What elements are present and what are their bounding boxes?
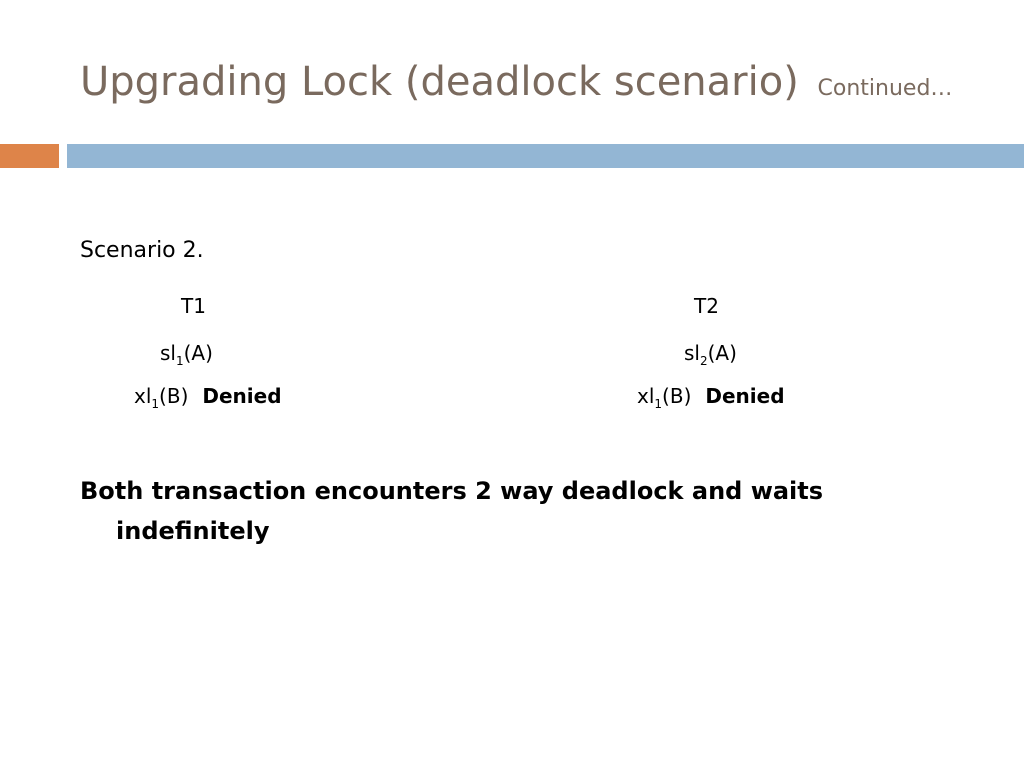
t2-shared-lock-prefix: sl [684, 341, 700, 365]
t1-exclusive-lock-prefix: xl [134, 384, 152, 408]
t1-exclusive-lock-subscript: 1 [151, 397, 160, 411]
title-main: Upgrading Lock (deadlock scenario) [80, 59, 799, 105]
t1-shared-lock-suffix: (A) [183, 341, 213, 365]
t1-exclusive-lock [134, 384, 282, 411]
t1-exclusive-lock-suffix: (B) [159, 384, 189, 408]
t1-shared-lock-subscript: 1 [175, 354, 184, 368]
t2-shared-lock-suffix: (A) [707, 341, 737, 365]
t1-shared-lock [160, 341, 213, 368]
accent-bar-blue [67, 144, 1024, 168]
summary-line-2: indefinitely [116, 517, 270, 545]
slide-title [80, 58, 952, 106]
scenario-label: Scenario 2. [80, 238, 204, 263]
t2-denied-label: Denied [705, 384, 785, 408]
t1-denied-label: Denied [202, 384, 282, 408]
t2-exclusive-lock-prefix: xl [637, 384, 655, 408]
summary-text [80, 471, 880, 551]
title-continued: Continued… [817, 76, 953, 101]
t2-exclusive-lock [637, 384, 785, 411]
t2-shared-lock-subscript: 2 [699, 354, 708, 368]
t2-shared-lock [684, 341, 737, 368]
summary-line-1: Both transaction encounters 2 way deadlock and waits [80, 477, 824, 505]
t1-header: T1 [181, 294, 206, 318]
t1-shared-lock-prefix: sl [160, 341, 176, 365]
t2-exclusive-lock-suffix: (B) [662, 384, 692, 408]
t2-header: T2 [694, 294, 719, 318]
t2-exclusive-lock-subscript: 1 [654, 397, 663, 411]
accent-bar-orange [0, 144, 59, 168]
